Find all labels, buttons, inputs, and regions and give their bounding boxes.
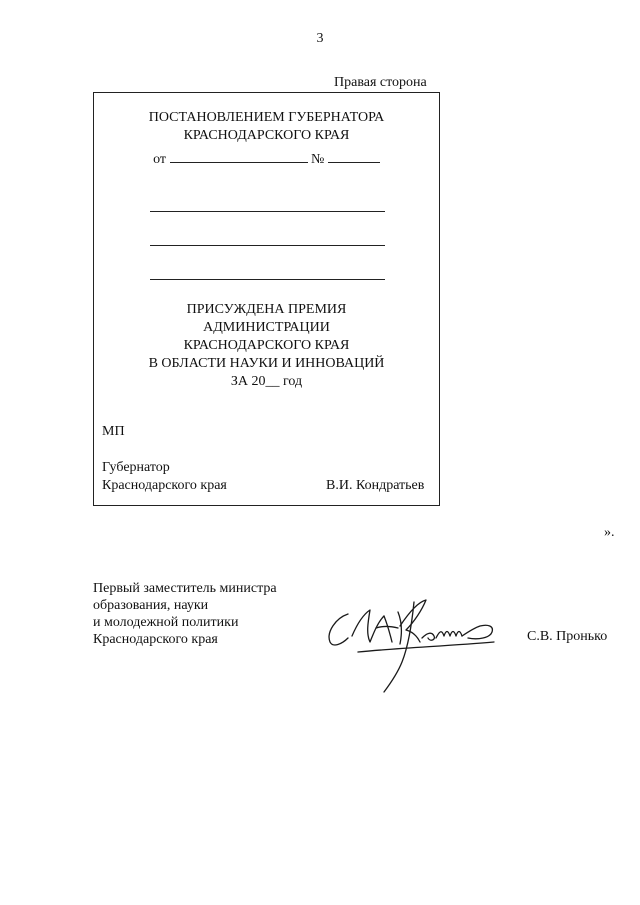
header-line-2: КРАСНОДАРСКОГО КРАЯ (183, 128, 350, 143)
closing-quote: ». (604, 525, 615, 540)
award-line-5: ЗА 20__ год (230, 374, 303, 389)
date-number-line (94, 149, 439, 169)
stamp-place: МП (102, 424, 125, 439)
signer-name: С.В. Пронько (527, 629, 608, 644)
governor-title-2: Краснодарского края (102, 478, 227, 493)
handwritten-signature-icon (318, 592, 508, 694)
date-prefix: от (153, 152, 167, 167)
award-line-4: В ОБЛАСТИ НАУКИ И ИННОВАЦИЙ (148, 356, 385, 371)
blank-line-1 (150, 211, 385, 212)
signatory-title (93, 580, 277, 648)
blank-line-3 (150, 279, 385, 280)
blank-line-2 (150, 245, 385, 246)
signatory-line-2: образования, науки (93, 598, 209, 613)
award-line-1: ПРИСУЖДЕНА ПРЕМИЯ (186, 302, 347, 317)
award-line-3: КРАСНОДАРСКОГО КРАЯ (183, 338, 350, 353)
diploma-form (93, 92, 440, 506)
signatory-line-4: Краснодарского края (93, 632, 218, 647)
header-line-1: ПОСТАНОВЛЕНИЕМ ГУБЕРНАТОРА (148, 110, 385, 125)
date-blank (170, 149, 308, 163)
number-blank (328, 149, 380, 163)
page-number: 3 (316, 31, 324, 46)
signatory-line-3: и молодежной политики (93, 615, 239, 630)
governor-name: В.И. Кондратьев (326, 478, 425, 493)
number-sign: № (311, 152, 325, 167)
signatory-line-1: Первый заместитель министра (93, 581, 277, 596)
side-label: Правая сторона (334, 75, 427, 90)
award-line-2: АДМИНИСТРАЦИИ (203, 320, 330, 335)
governor-title-1: Губернатор (102, 460, 170, 475)
